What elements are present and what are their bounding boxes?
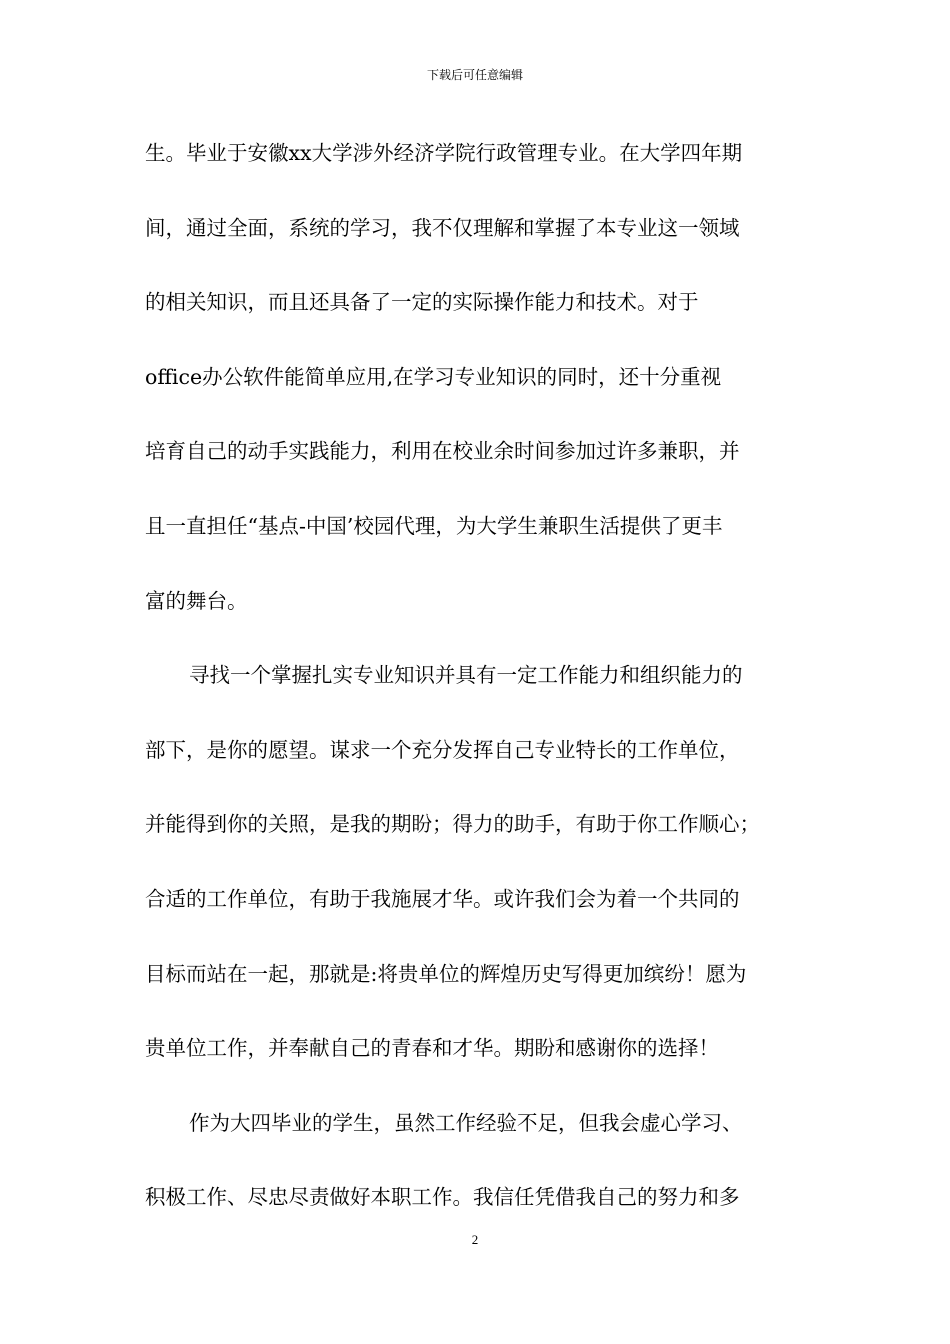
text-line: office办公软件能简单应用,在学习专业知识的同时，还十分重视	[145, 364, 722, 389]
text-line: 目标而站在一起，那就是:将贵单位的辉煌历史写得更加缤纷！愿为	[145, 961, 747, 986]
page-number: 2	[471, 1232, 479, 1247]
text-line: 并能得到你的关照，是我的期盼；得力的助手，有助于你工作顺心；	[145, 812, 760, 837]
text-line: 培育自己的动手实践能力，利用在校业余时间参加过许多兼职，并	[145, 439, 740, 464]
text-line: 的相关知识，而且还具备了一定的实际操作能力和技术。对于	[145, 290, 699, 315]
paragraph-first-line: 寻找一个掌握扎实专业知识并具有一定工作能力和组织能力的	[189, 663, 743, 688]
text-line: 合适的工作单位，有助于我施展才华。或许我们会为着一个共同的	[145, 886, 740, 911]
text-line: 生。毕业于安徽xx大学涉外经济学院行政管理专业。在大学四年期	[145, 141, 743, 165]
paragraph-first-line: 作为大四毕业的学生，虽然工作经验不足，但我会虚心学习、	[189, 1110, 743, 1135]
page-header: 下载后可任意编辑	[426, 68, 523, 82]
text-line: 且一直担任“基点-中国’校园代理，为大学生兼职生活提供了更丰	[145, 513, 723, 538]
text-line: 贵单位工作，并奉献自己的青春和才华。期盼和感谢你的选择！	[145, 1036, 719, 1061]
document-body	[145, 133, 805, 1252]
text-line: 富的舞台。	[145, 588, 248, 613]
text-line: 间，通过全面，系统的学习，我不仅理解和掌握了本专业这一领域	[145, 215, 740, 240]
text-line: 部下，是你的愿望。谋求一个充分发挥自己专业特长的工作单位，	[145, 737, 740, 762]
text-line: 积极工作、尽忠尽责做好本职工作。我信任凭借我自己的努力和多	[145, 1185, 740, 1210]
